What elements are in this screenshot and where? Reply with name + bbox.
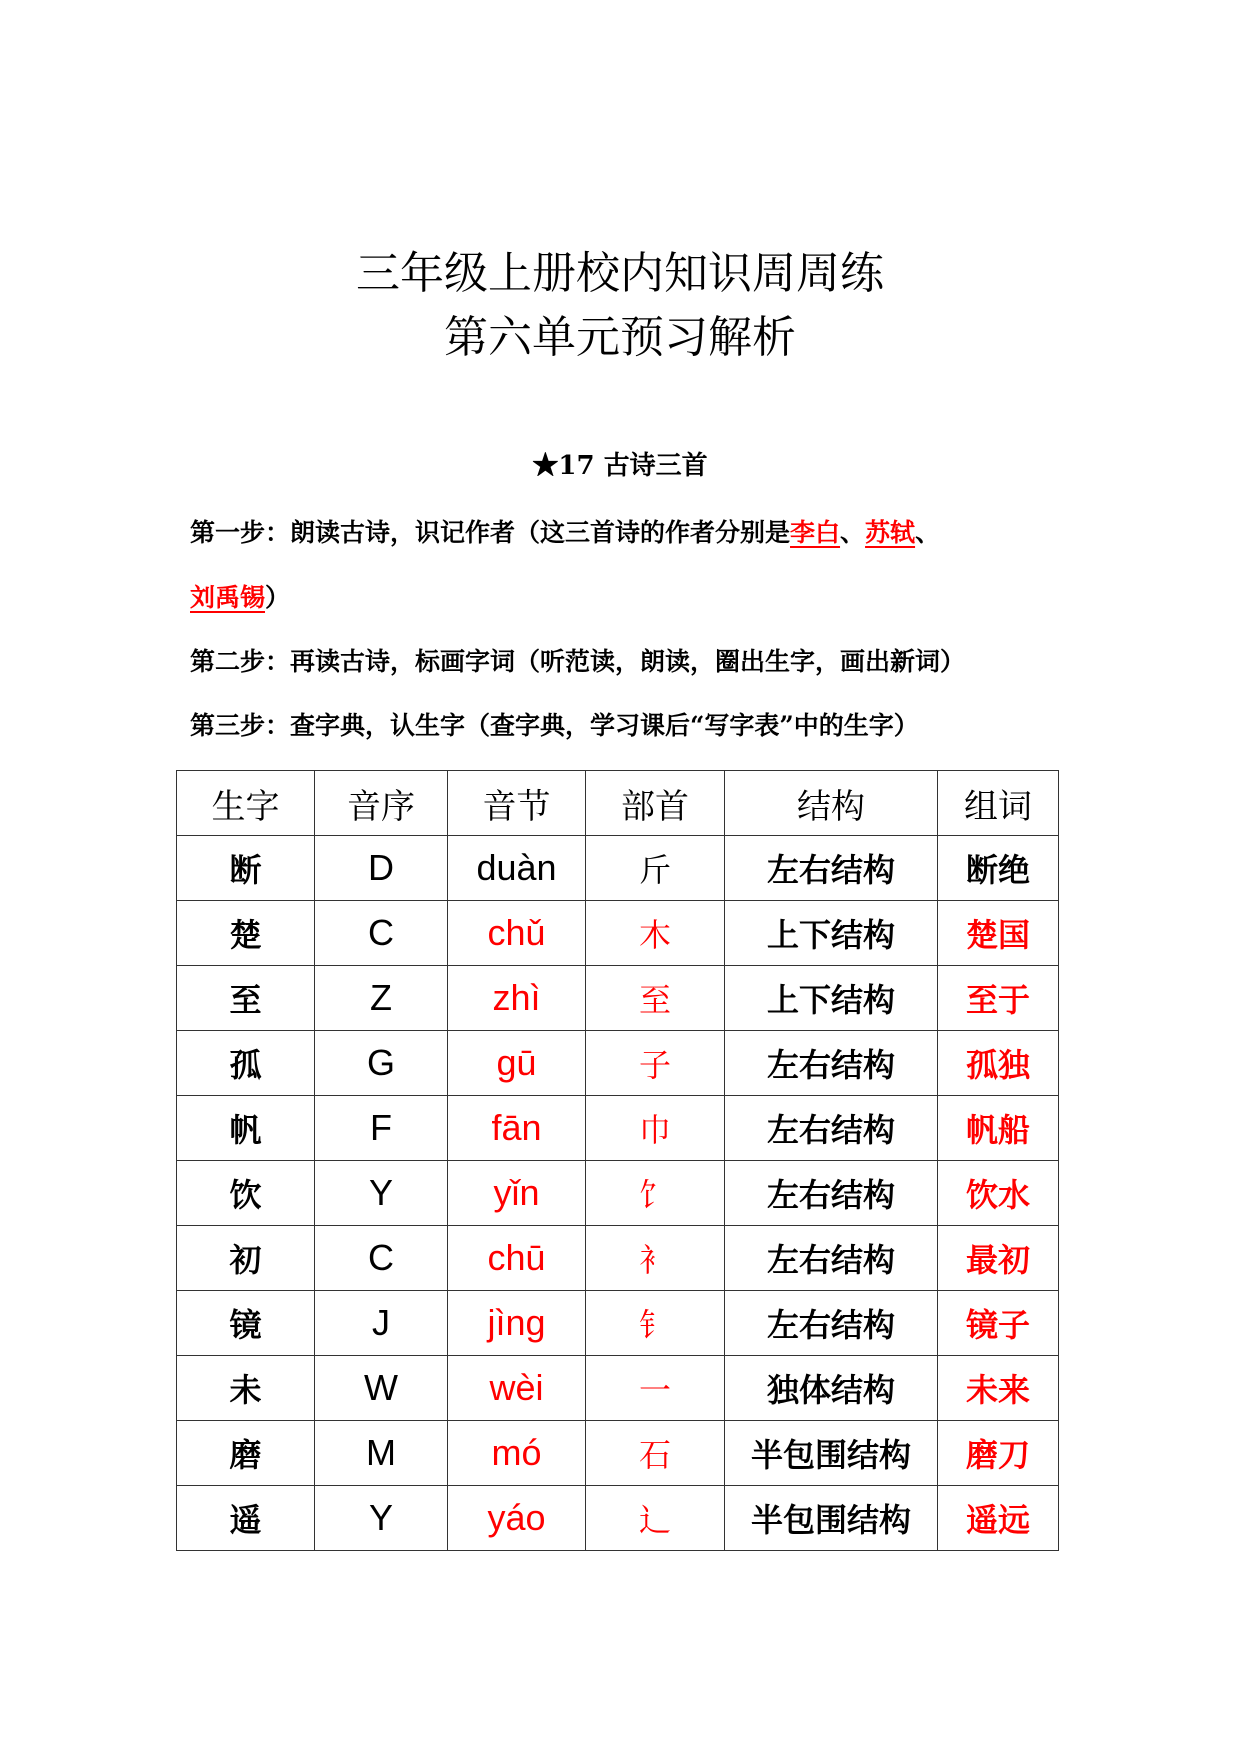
pinyin-cell: wèi bbox=[448, 1356, 586, 1421]
table-row bbox=[177, 1291, 1059, 1356]
separator: 、 bbox=[915, 518, 941, 547]
word-cell: 磨刀 bbox=[938, 1421, 1059, 1486]
document-subtitle: 第六单元预习解析 bbox=[444, 312, 796, 363]
structure-cell: 左右结构 bbox=[725, 1161, 938, 1226]
header-cell: 音节 bbox=[448, 771, 586, 836]
initial-cell: C bbox=[315, 1226, 448, 1291]
structure-cell: 左右结构 bbox=[725, 1031, 938, 1096]
structure-cell: 左右结构 bbox=[725, 1226, 938, 1291]
table-row bbox=[177, 1486, 1059, 1551]
lesson-heading: ★17 古诗三首 bbox=[532, 451, 708, 481]
structure-cell: 独体结构 bbox=[725, 1356, 938, 1421]
word-cell: 遥远 bbox=[938, 1486, 1059, 1551]
table-row bbox=[177, 1031, 1059, 1096]
character-cell: 镜 bbox=[177, 1291, 315, 1356]
structure-cell: 左右结构 bbox=[725, 1096, 938, 1161]
header-cell: 音序 bbox=[315, 771, 448, 836]
word-cell: 最初 bbox=[938, 1226, 1059, 1291]
pinyin-cell: jìng bbox=[448, 1291, 586, 1356]
header-cell: 生字 bbox=[177, 771, 315, 836]
table-row bbox=[177, 1226, 1059, 1291]
pinyin-cell: yǐn bbox=[448, 1161, 586, 1226]
word-cell: 孤独 bbox=[938, 1031, 1059, 1096]
pinyin-cell: chǔ bbox=[448, 901, 586, 966]
character-cell: 楚 bbox=[177, 901, 315, 966]
initial-cell: D bbox=[315, 836, 448, 901]
character-cell: 至 bbox=[177, 966, 315, 1031]
table-row bbox=[177, 836, 1059, 901]
table-row bbox=[177, 1161, 1059, 1226]
step-2-line: 第二步：再读古诗，标画字词（听范读，朗读，圈出生字，画出新词） bbox=[190, 647, 966, 676]
document-title: 三年级上册校内知识周周练 bbox=[356, 248, 884, 299]
character-cell: 磨 bbox=[177, 1421, 315, 1486]
table-row bbox=[177, 1421, 1059, 1486]
radical-cell: 钅 bbox=[586, 1291, 725, 1356]
pinyin-cell: gū bbox=[448, 1031, 586, 1096]
structure-cell: 上下结构 bbox=[725, 966, 938, 1031]
radical-cell: 石 bbox=[586, 1421, 725, 1486]
word-cell: 断绝 bbox=[938, 836, 1059, 901]
pinyin-cell: mó bbox=[448, 1421, 586, 1486]
character-cell: 遥 bbox=[177, 1486, 315, 1551]
pinyin-cell: chū bbox=[448, 1226, 586, 1291]
step-1-line bbox=[190, 513, 1070, 553]
word-cell: 饮水 bbox=[938, 1161, 1059, 1226]
radical-cell: 子 bbox=[586, 1031, 725, 1096]
author-liu-yuxi: 刘禹锡 bbox=[190, 583, 266, 612]
structure-cell: 半包围结构 bbox=[725, 1421, 938, 1486]
initial-cell: Y bbox=[315, 1486, 448, 1551]
header-cell: 组词 bbox=[938, 771, 1059, 836]
structure-cell: 左右结构 bbox=[725, 836, 938, 901]
character-cell: 断 bbox=[177, 836, 315, 901]
word-cell: 帆船 bbox=[938, 1096, 1059, 1161]
pinyin-cell: fān bbox=[448, 1096, 586, 1161]
structure-cell: 左右结构 bbox=[725, 1291, 938, 1356]
initial-cell: W bbox=[315, 1356, 448, 1421]
radical-cell: 至 bbox=[586, 966, 725, 1031]
initial-cell: M bbox=[315, 1421, 448, 1486]
header-cell: 部首 bbox=[586, 771, 725, 836]
new-characters-table bbox=[176, 770, 1059, 1551]
radical-cell: 巾 bbox=[586, 1096, 725, 1161]
table-row bbox=[177, 1096, 1059, 1161]
radical-cell: 木 bbox=[586, 901, 725, 966]
header-cell: 结构 bbox=[725, 771, 938, 836]
step-1-line-continued bbox=[190, 578, 1070, 618]
step-1-suffix: ） bbox=[265, 583, 291, 612]
table-row bbox=[177, 901, 1059, 966]
author-su-shi: 苏轼 bbox=[865, 518, 916, 547]
initial-cell: F bbox=[315, 1096, 448, 1161]
character-cell: 未 bbox=[177, 1356, 315, 1421]
initial-cell: C bbox=[315, 901, 448, 966]
radical-cell: 衤 bbox=[586, 1226, 725, 1291]
radical-cell: 辶 bbox=[586, 1486, 725, 1551]
pinyin-cell: zhì bbox=[448, 966, 586, 1031]
initial-cell: J bbox=[315, 1291, 448, 1356]
character-cell: 饮 bbox=[177, 1161, 315, 1226]
character-cell: 帆 bbox=[177, 1096, 315, 1161]
pinyin-cell: duàn bbox=[448, 836, 586, 901]
step-3-line: 第三步：查字典，认生字（查字典，学习课后“写字表”中的生字） bbox=[190, 711, 919, 740]
character-cell: 孤 bbox=[177, 1031, 315, 1096]
initial-cell: Z bbox=[315, 966, 448, 1031]
pinyin-cell: yáo bbox=[448, 1486, 586, 1551]
table-row bbox=[177, 1356, 1059, 1421]
radical-cell: 斤 bbox=[586, 836, 725, 901]
separator: 、 bbox=[840, 518, 866, 547]
step-1-prefix: 第一步：朗读古诗，识记作者（这三首诗的作者分别是 bbox=[190, 518, 791, 547]
structure-cell: 半包围结构 bbox=[725, 1486, 938, 1551]
character-cell: 初 bbox=[177, 1226, 315, 1291]
word-cell: 楚国 bbox=[938, 901, 1059, 966]
structure-cell: 上下结构 bbox=[725, 901, 938, 966]
word-cell: 至于 bbox=[938, 966, 1059, 1031]
radical-cell: 饣 bbox=[586, 1161, 725, 1226]
initial-cell: G bbox=[315, 1031, 448, 1096]
table-row bbox=[177, 966, 1059, 1031]
word-cell: 镜子 bbox=[938, 1291, 1059, 1356]
word-cell: 未来 bbox=[938, 1356, 1059, 1421]
table-header-row bbox=[177, 771, 1059, 836]
author-li-bai: 李白 bbox=[790, 518, 841, 547]
initial-cell: Y bbox=[315, 1161, 448, 1226]
radical-cell: 一 bbox=[586, 1356, 725, 1421]
